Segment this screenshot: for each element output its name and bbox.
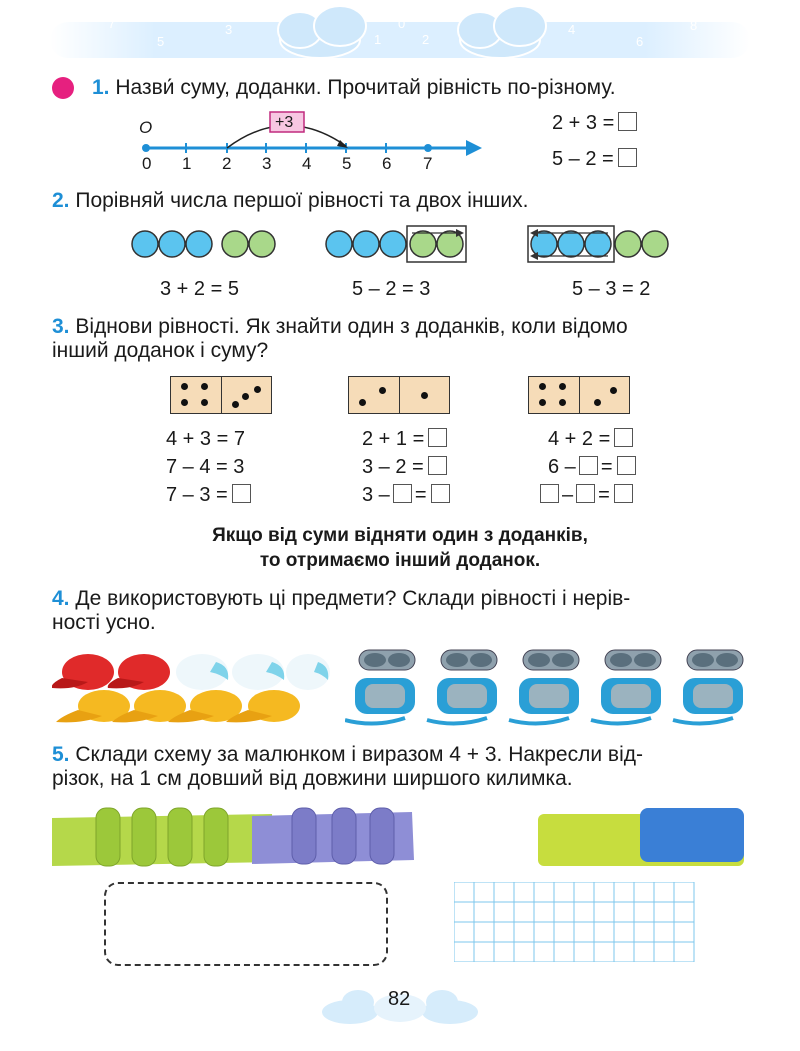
- equation: 7 – 4 = 3: [166, 456, 245, 478]
- domino-2-1: [348, 376, 450, 414]
- answer-box[interactable]: [428, 428, 447, 447]
- page-number: 82: [388, 988, 411, 1010]
- equation-text: 4 + 2 =: [548, 428, 611, 450]
- task-text: Назви́ суму, доданки. Прочитай рівність по-різному.: [115, 76, 616, 99]
- domino-half: [349, 377, 399, 413]
- equation-text: 3 – 2 =: [362, 456, 424, 478]
- answer-box[interactable]: [428, 456, 447, 475]
- goggles-masks-image: [345, 644, 755, 730]
- task4-heading: [52, 586, 630, 612]
- equation: [362, 484, 450, 507]
- task-number: 2.: [52, 189, 70, 212]
- equation-text: 2 + 3 =: [552, 112, 615, 134]
- task2-heading: [52, 188, 528, 214]
- task-number: 3.: [52, 315, 70, 338]
- task-text: Віднови рівності. Як знайти один з доданків, коли відомо: [75, 315, 628, 338]
- task5-heading-line2: різок, на 1 см довший від довжини ширшого килимка.: [52, 767, 573, 790]
- header-cloud-band: [50, 0, 750, 70]
- goggles-icon: [345, 650, 743, 724]
- cloud-digit: 5: [157, 34, 165, 49]
- tick-label: 5: [342, 154, 352, 173]
- task3-heading: [52, 314, 628, 340]
- domino-4-2: [528, 376, 630, 414]
- cloud-digit: 6: [636, 34, 644, 49]
- cloud-digit: 1: [374, 32, 382, 47]
- equation-text: =: [598, 484, 610, 506]
- equation: [552, 112, 637, 135]
- task-bullet: [52, 77, 74, 99]
- task-number: 4.: [52, 587, 70, 610]
- equation-text: 5 – 3 = 2: [572, 278, 651, 300]
- equation: [362, 456, 447, 479]
- equation-text: 3 –: [362, 484, 390, 506]
- equation-text: 2 + 1 =: [362, 428, 425, 450]
- tick-label: 1: [182, 154, 192, 173]
- cloud-digit: 2: [422, 32, 430, 47]
- tick-label: 2: [222, 154, 232, 173]
- circle-groups: [120, 222, 680, 272]
- answer-box[interactable]: [579, 456, 598, 475]
- tick-label: 7: [423, 154, 433, 173]
- domino-half: [529, 377, 579, 413]
- equation: 4 + 3 = 7: [166, 428, 245, 450]
- rolled-mats-illustration: [52, 804, 452, 874]
- rule-line: Якщо від суми відняти один з доданків,: [212, 525, 588, 546]
- equation-text: 6 –: [548, 456, 576, 478]
- cloud-digit: 8: [690, 18, 698, 33]
- scheme-dashed-box[interactable]: [104, 882, 388, 966]
- task-text: Порівняй числа першої рівності та двох інших.: [75, 189, 529, 212]
- circles-svg: [120, 222, 680, 272]
- cloud-digit: 0: [398, 16, 406, 31]
- domino-half: [399, 377, 450, 413]
- answer-box[interactable]: [614, 428, 633, 447]
- equation: [362, 428, 447, 451]
- equation: [540, 484, 633, 507]
- equation-text: 7 – 3 =: [166, 484, 228, 506]
- task-text: Склади схему за малюнком і виразом 4 + 3. Накресли від-: [75, 743, 643, 766]
- domino-half: [579, 377, 630, 413]
- cloud-digit: 7: [108, 16, 116, 31]
- answer-box[interactable]: [540, 484, 559, 503]
- task1-heading: [92, 75, 616, 101]
- equation: [552, 148, 637, 171]
- equation: [548, 456, 636, 479]
- answer-box[interactable]: [393, 484, 412, 503]
- equation-text: 3 + 2 = 5: [160, 278, 239, 300]
- tick-label: 0: [142, 154, 152, 173]
- jump-label: +3: [275, 114, 294, 131]
- flat-mats-illustration: [536, 806, 748, 870]
- answer-box[interactable]: [576, 484, 595, 503]
- caps-image: [52, 644, 332, 730]
- task-number: 5.: [52, 743, 70, 766]
- axis-origin-label: О: [139, 118, 153, 137]
- equation-text: –: [562, 484, 574, 506]
- domino-half: [171, 377, 221, 413]
- task5-heading: [52, 742, 643, 768]
- equation-text: 5 – 2 = 3: [352, 278, 431, 300]
- answer-box[interactable]: [232, 484, 251, 503]
- tick-label: 4: [302, 154, 312, 173]
- equation-text: =: [414, 484, 427, 506]
- cloud-digit: 4: [568, 22, 576, 37]
- rolled-mats-image: [52, 804, 452, 874]
- grid-svg: [454, 882, 696, 962]
- caps-illustration: [52, 644, 332, 730]
- tick-label: 3: [262, 154, 272, 173]
- domino-half: [221, 377, 272, 413]
- task3-heading-line2: інший доданок і суму?: [52, 339, 269, 362]
- equation-text: =: [600, 456, 613, 478]
- task4-heading-line2: ності усно.: [52, 611, 156, 634]
- equation: [548, 428, 633, 451]
- task-number: 1.: [92, 76, 110, 99]
- flat-mats-image: [536, 806, 748, 870]
- grid-area[interactable]: [454, 882, 696, 962]
- answer-box[interactable]: [617, 456, 636, 475]
- answer-box[interactable]: [431, 484, 450, 503]
- tick-label: 6: [382, 154, 392, 173]
- answer-box[interactable]: [614, 484, 633, 503]
- rule-line: то отримаємо інший доданок.: [259, 550, 541, 571]
- domino-4-3: [170, 376, 272, 414]
- goggles-masks-illustration: [345, 644, 755, 730]
- answer-box[interactable]: [618, 148, 637, 167]
- equation-text: 5 – 2 =: [552, 148, 614, 170]
- clouds-decoration: [50, 0, 750, 70]
- equation: [166, 484, 251, 507]
- cloud-digit: 3: [225, 22, 233, 37]
- task-text: Де використовують ці предмети? Склади рівності і нерів-: [75, 587, 631, 610]
- cap-icon: [52, 654, 330, 722]
- answer-box[interactable]: [618, 112, 637, 131]
